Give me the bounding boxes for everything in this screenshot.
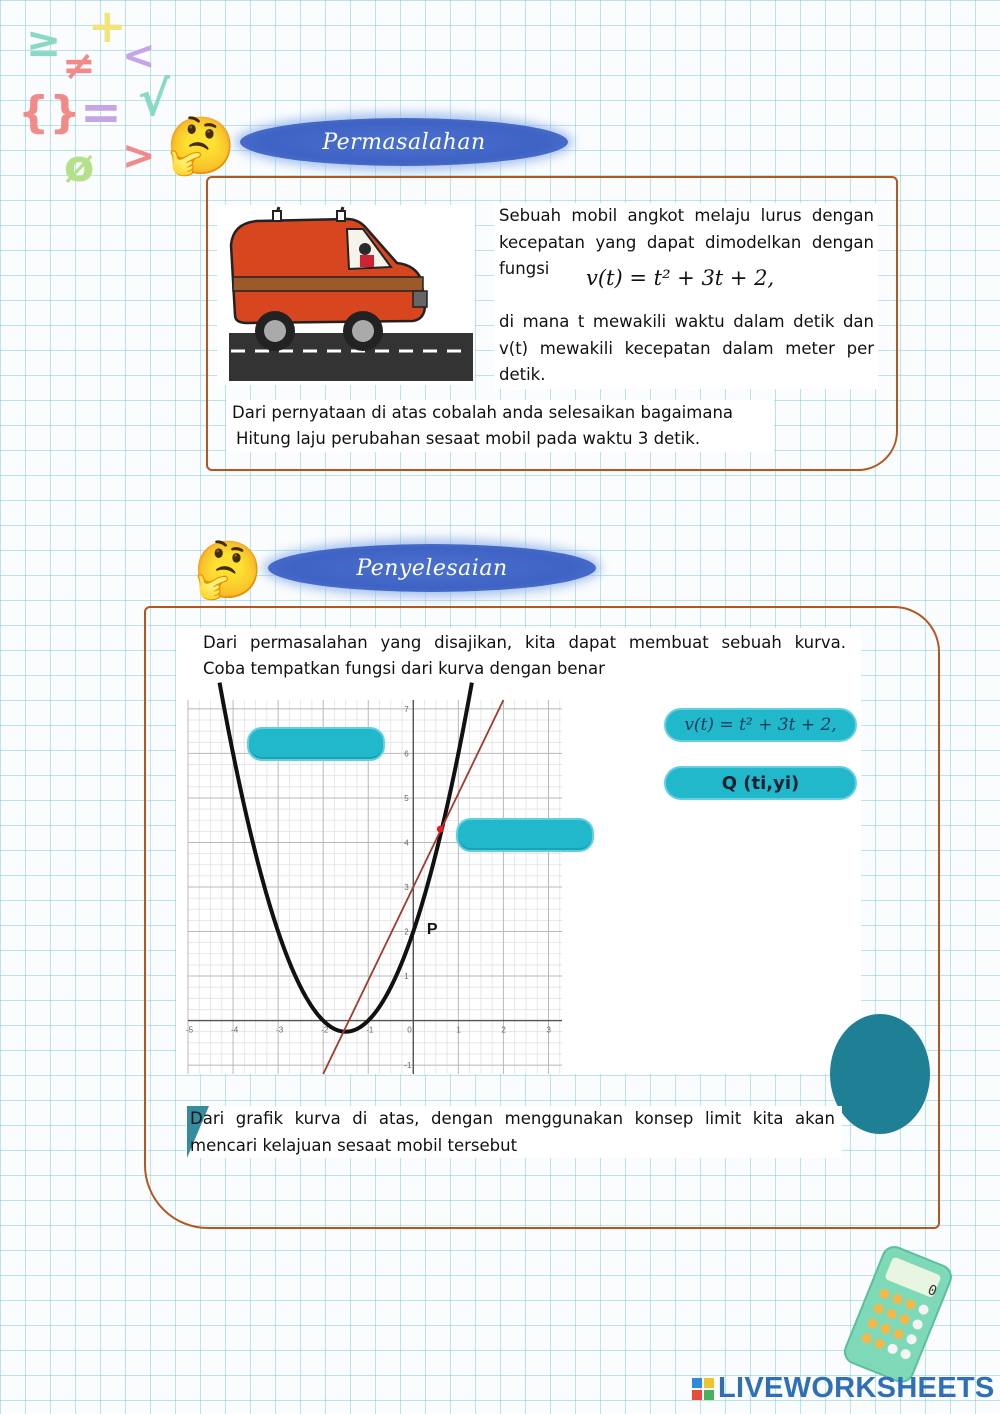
fungsi-label: fungsi xyxy=(499,259,550,278)
x-tick-label: -4 xyxy=(231,1025,239,1035)
car-illustration xyxy=(217,205,475,385)
teal-corner-decoration xyxy=(830,1014,861,1074)
instruction-line-2: Coba tempatkan fungsi dari kurva dengan benar xyxy=(203,659,605,678)
calculator-display-value: 0 xyxy=(925,1282,940,1300)
x-tick-label: -5 xyxy=(186,1025,194,1035)
y-tick-label: 4 xyxy=(404,838,409,848)
symbol-empty-set: ø xyxy=(64,141,95,192)
question-line-1: Dari pernyataan di atas cobalah anda selesaikan bagaimana xyxy=(232,403,734,422)
question-line-2: Hitung laju perubahan sesaat mobil pada waktu 3 detik. xyxy=(236,429,701,448)
drop-zone-2[interactable] xyxy=(456,818,594,852)
problem-intro: Sebuah mobil angkot melaju lurus dengan kecepatan yang dapat dimodelkan dengan xyxy=(499,206,874,252)
symbol-equals: = xyxy=(80,83,122,141)
x-tick-label: -1 xyxy=(366,1025,374,1035)
conclusion-text: Dari grafik kurva di atas, dengan menggunakan konsep limit kita akan mencari kelajuan sesaat mobil tersebut xyxy=(190,1109,835,1155)
x-tick-label: -2 xyxy=(321,1025,329,1035)
y-tick-label: 6 xyxy=(404,749,409,759)
symbol-gt: > xyxy=(122,133,156,179)
symbol-plus: + xyxy=(88,0,127,53)
thinking-face-icon: 🤔 xyxy=(166,114,236,179)
section-title-permasalahan: Permasalahan xyxy=(240,118,568,166)
section-title-penyelesaian: Penyelesaian xyxy=(268,544,596,592)
x-tick-label: 1 xyxy=(456,1025,461,1035)
problem-rest: di mana t mewakili waktu dalam detik dan v(t) mewakili kecepatan dalam meter per detik. xyxy=(499,312,874,384)
velocity-formula: v(t) = t² + 3t + 2, xyxy=(586,266,775,290)
drop-zone-1[interactable] xyxy=(247,727,385,761)
x-tick-label: 3 xyxy=(546,1025,551,1035)
y-tick-label: 5 xyxy=(404,793,409,803)
y-tick-label: 1 xyxy=(404,972,409,982)
y-tick-label: 2 xyxy=(404,927,409,937)
symbol-lt: < xyxy=(122,33,156,79)
y-tick-label: 3 xyxy=(404,883,409,892)
x-tick-label: 0 xyxy=(407,1025,412,1035)
x-tick-label: 2 xyxy=(501,1025,506,1035)
symbol-neq: ≠ xyxy=(62,43,96,89)
thinking-face-icon-2: 🤔 xyxy=(193,538,263,603)
symbol-geq: ≥ xyxy=(26,17,62,66)
x-tick-label: -3 xyxy=(276,1025,284,1035)
y-tick-label: -1 xyxy=(404,1061,412,1071)
intersection-point xyxy=(437,826,444,833)
symbol-braces: {} xyxy=(18,87,81,138)
calculator-icon xyxy=(832,1244,962,1384)
y-tick-label: 7 xyxy=(404,704,409,714)
option-formula[interactable]: v(t) = t² + 3t + 2, xyxy=(664,708,857,742)
option-point-q[interactable]: Q (ti,yi) xyxy=(664,766,857,800)
symbol-sqrt: √ xyxy=(138,71,171,127)
point-p-label: P xyxy=(426,920,438,938)
liveworksheets-logo-icon xyxy=(692,1378,714,1400)
instruction-line-1: Dari permasalahan yang disajikan, kita dapat membuat sebuah kurva. xyxy=(203,633,846,652)
liveworksheets-brand: LIVEWORKSHEETS xyxy=(718,1372,995,1404)
